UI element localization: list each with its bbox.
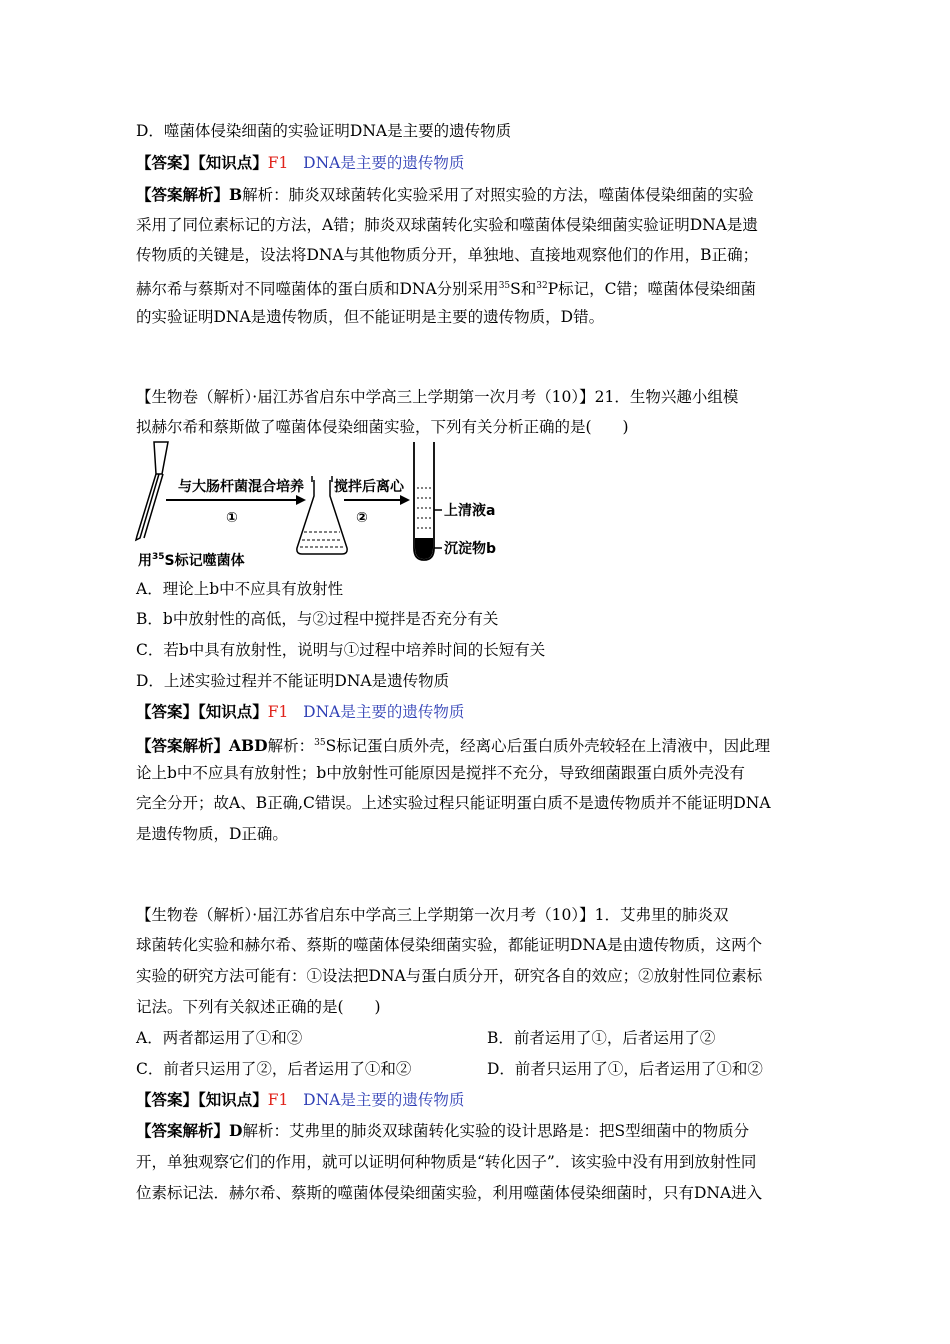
text-span: 用 (138, 553, 152, 569)
answer-line (136, 701, 464, 723)
knowledge-point: DNA是主要的遗传物质 (303, 703, 465, 721)
option-a: A．理论上b中不应具有放射性 (136, 580, 344, 598)
analysis-label: 【答案解析】 (136, 736, 230, 755)
answer-prefix: 【答案】【知识点】 (136, 1090, 268, 1109)
analysis-text: 解析：肺炎双球菌转化实验采用了对照实验的方法，噬菌体侵染细菌的实验 (242, 186, 754, 204)
answer-prefix: 【答案】【知识点】 (136, 702, 268, 721)
question-header: 拟赫尔希和蔡斯做了噬菌体侵染细菌实验，下列有关分析正确的是( ) (136, 418, 629, 436)
option-d: D．前者只运用了①，后者运用了①和② (487, 1060, 763, 1078)
question-header: 记法。下列有关叙述正确的是( ) (136, 998, 381, 1016)
phage-label (138, 550, 245, 570)
analysis-label: 【答案解析】 (136, 185, 230, 204)
question-header: 实验的研究方法可能有：①设法把DNA与蛋白质分开，研究各自的效应；②放射性同位素标 (136, 967, 763, 985)
superscript: 35 (152, 552, 165, 562)
arrow-1 (166, 495, 306, 505)
analysis-text (136, 275, 756, 300)
superscript: 35 (314, 738, 326, 748)
option-c: C．前者只运用了②，后者运用了①和② (136, 1060, 412, 1078)
analysis-text: 位素标记法．赫尔希、蔡斯的噬菌体侵染细菌实验，利用噬菌体侵染细菌时，只有DNA进入 (136, 1184, 763, 1202)
question-header: 【生物卷（解析）·届江苏省启东中学高三上学期第一次月考（10）】1．艾弗里的肺炎双 (136, 906, 729, 924)
sediment-label: 沉淀物b (444, 541, 497, 557)
knowledge-point: DNA是主要的遗传物质 (303, 154, 465, 172)
knowledge-code: F1 (267, 703, 289, 721)
step1-number: ① (226, 510, 238, 526)
analysis-answer: ABD (229, 736, 268, 755)
analysis-answer: D (229, 1121, 243, 1140)
option-a: A．两者都运用了①和② (136, 1029, 303, 1047)
answer-prefix: 【答案】【知识点】 (136, 153, 268, 172)
analysis-line (136, 732, 770, 757)
text-span: 赫尔希与蔡斯对不同噬菌体的蛋白质和DNA分别采用 (136, 280, 499, 298)
option-c: C．若b中具有放射性，说明与①过程中培养时间的长短有关 (136, 641, 546, 659)
step1-label: 与大肠杆菌混合培养 (178, 479, 304, 495)
superscript: 35 (498, 281, 511, 291)
step2-number: ② (356, 510, 368, 526)
option-d: D．上述实验过程并不能证明DNA是遗传物质 (136, 672, 450, 690)
pipette-icon (136, 442, 168, 540)
knowledge-code: F1 (267, 1091, 289, 1109)
text-span: 解析： (267, 737, 315, 755)
question-header: 球菌转化实验和赫尔希、蔡斯的噬菌体侵染细菌实验，都能证明DNA是由遗传物质，这两个 (136, 936, 763, 954)
superscript: 32 (536, 281, 548, 291)
analysis-label: 【答案解析】 (136, 1121, 230, 1140)
analysis-text: 开，单独观察它们的作用，就可以证明何种物质是“转化因子”．该实验中没有用到放射性同 (136, 1153, 757, 1171)
option-b: B．b中放射性的高低，与②过程中搅拌是否充分有关 (136, 610, 499, 628)
option-d: D．噬菌体侵染细菌的实验证明DNA是主要的遗传物质 (136, 122, 512, 140)
option-b: B．前者运用了①，后者运用了② (487, 1029, 716, 1047)
analysis-line (136, 1120, 749, 1142)
knowledge-point: DNA是主要的遗传物质 (303, 1091, 465, 1109)
analysis-text: 传物质的关键是，设法将DNA与其他物质分开，单独地、直接地观察他们的作用，B正确； (136, 246, 759, 264)
knowledge-code: F1 (267, 154, 289, 172)
analysis-text: 是遗传物质，D正确。 (136, 825, 288, 843)
analysis-text: 采用了同位素标记的方法，A错；肺炎双球菌转化实验和噬菌体侵染细菌实验证明DNA是遗 (136, 216, 758, 234)
analysis-text: 的实验证明DNA是遗传物质，但不能证明是主要的遗传物质，D错。 (136, 308, 605, 326)
supernatant-label: 上清液a (444, 503, 496, 519)
analysis-text: 解析：艾弗里的肺炎双球菌转化实验的设计思路是：把S型细菌中的物质分 (242, 1122, 750, 1140)
text-span: S标记蛋白质外壳，经离心后蛋白质外壳较轻在上清液中，因此理 (325, 737, 771, 755)
test-tube-icon (414, 442, 442, 560)
text-span: P标记，C错；噬菌体侵染细菌 (547, 280, 757, 298)
question-header: 【生物卷（解析）·届江苏省启东中学高三上学期第一次月考（10）】21．生物兴趣小组模 (136, 388, 739, 406)
arrow-2 (344, 495, 410, 505)
text-span: S和 (510, 280, 537, 298)
analysis-text: 论上b中不应具有放射性；b中放射性可能原因是搅拌不充分，导致细菌跟蛋白质外壳没有 (136, 764, 745, 782)
answer-line (136, 152, 464, 174)
experiment-figure (134, 440, 514, 574)
text-span: S标记噬菌体 (164, 553, 245, 569)
analysis-answer: B (229, 185, 243, 204)
step2-label: 搅拌后离心 (334, 479, 404, 495)
analysis-line (136, 184, 754, 206)
answer-line (136, 1089, 464, 1111)
analysis-text: 完全分开；故A、B正确,C错误。上述实验过程只能证明蛋白质不是遗传物质并不能证明DNA (136, 794, 771, 812)
